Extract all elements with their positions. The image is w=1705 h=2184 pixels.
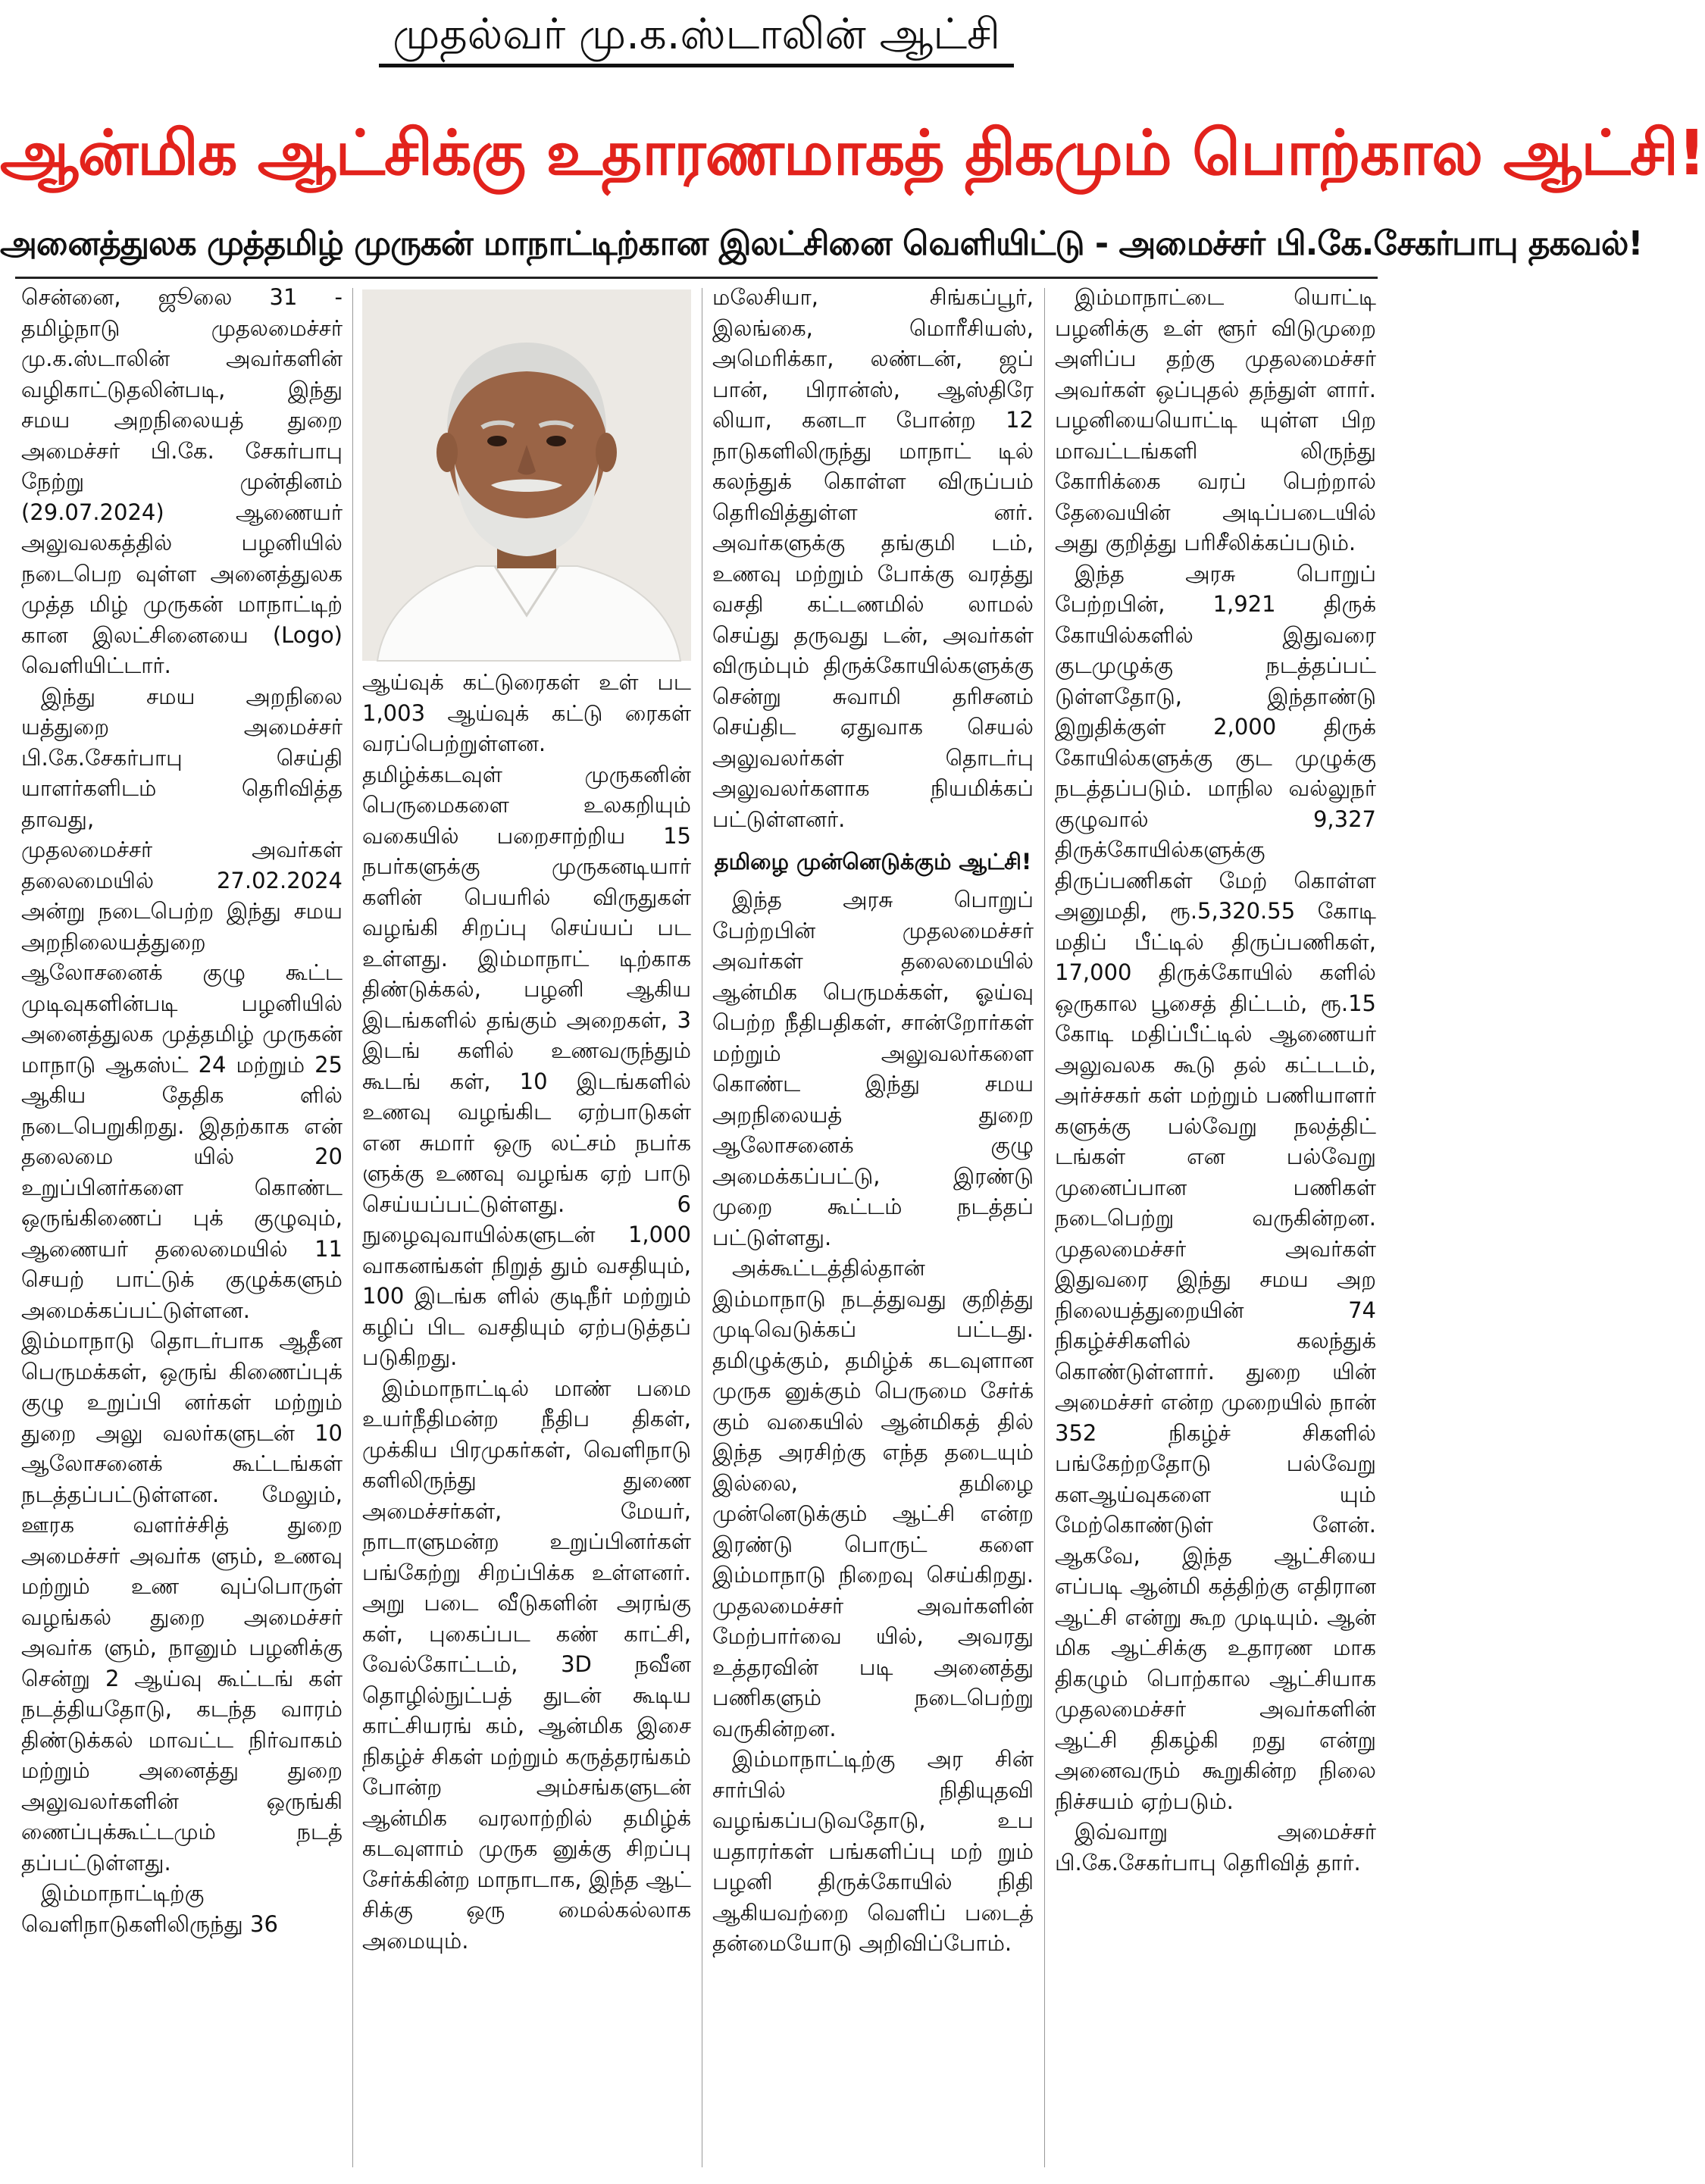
minister-photo (362, 289, 691, 661)
paragraph: ஆய்வுக் கட்டுரைகள் உள் பட 1,003 ஆய்வுக் கட்டு ரைகள் வரப்பெற்றுள்ளன. தமிழ்க்கடவுள் முருகனின் பெருமைகளை உலகறியும் வகையில் பறைசாற்றிய 15 நபர்களுக்கு முருகனடியார் களின் பெயரில் விருதுகள் வழங்கி சிறப்பு செய்யப் பட உள்ளது. இம்மாநாட் டிற்காக திண்டுக்கல், பழனி ஆகிய இடங்களில் தங்கும் அறைகள், 3 இடங் களில் உணவருந்தும் கூடங் கள், 10 இடங்களில் உணவு வழங்கிட ஏற்பாடுகள் என சுமார் ஒரு லட்சம் நபர்க ளுக்கு உணவு வழங்க ஏற் பாடு செய்யப்பட்டுள்ளது. 6 நுழைவுவாயில்களுடன் 1,000 வாகனங்கள் நிறுத் தும் வசதியும், 100 இடங்க ளில் குடிநீர் மற்றும் கழிப் பிட வசதியும் ஏற்படுத்தப் படுகிறது. (362, 669, 691, 1370)
paragraph: இந்து சமய அறநிலை யத்துறை அமைச்சர் பி.கே.சேகர்பாபு செய்தி யாளர்களிடம் தெரிவித்த தாவது, (21, 683, 343, 832)
kicker-band (0, 0, 1393, 83)
paragraph: சென்னை, ஜூலை 31 - தமிழ்நாடு முதலமைச்சர் மு.க.ஸ்டாலின் அவர்களின் வழிகாட்டுதலின்படி, இந்து சமய அறநிலையத் துறை அமைச்சர் பி.கே. சேகர்பாபு நேற்று முன்தினம் (29.07.2024) ஆணையர் அலுவலகத்தில் பழனியில் நடைபெற வுள்ள அனைத்துலக முத்த மிழ் முருகன் மாநாட்டிற் கான இலட்சினையை (Logo) வெளியிட்டார். (21, 284, 343, 678)
article-column-3 (712, 282, 1034, 2176)
paragraph: முதலமைச்சர் அவர்கள் தலைமையில் 27.02.2024 அன்று நடைபெற்ற இந்து சமய அறநிலையத்துறை ஆலோசனைக் குழு கூட்ட முடிவுகளின்படி பழனியில் அனைத்துலக முத்தமிழ் முருகன் மாநாடு ஆகஸ்ட் 24 மற்றும் 25 ஆகிய தேதிக ளில் நடைபெறுகிறது. இதற்காக என் தலைமை யில் 20 உறுப்பினர்களை கொண்ட ஒருங்கிணைப் புக் குழுவும், ஆணையர் தலைமையில் 11 செயற் பாட்டுக் குழுக்களும் அமைக்கப்பட்டுள்ளன. இம்மாநாடு தொடர்பாக ஆதீன பெருமக்கள், ஒருங் கிணைப்புக் குழு உறுப்பி னர்கள் மற்றும் துறை அலு வலர்களுடன் 10 ஆலோசனைக் கூட்டங்கள் நடத்தப்பட்டுள்ளன. மேலும், ஊரக வளர்ச்சித் துறை அமைச்சர் அவர்க ளும், உணவு மற்றும் உண வுப்பொருள் வழங்கல் துறை அமைச்சர் அவர்க ளும், நானும் பழனிக்கு சென்று 2 ஆய்வு கூட்டங் கள் நடத்தியதோடு, கடந்த வாரம் திண்டுக்கல் மாவட்ட நிர்வாகம் மற்றும் அனைத்து துறை அலுவலர்களின் ஒருங்கி ணைப்புக்கூட்டமும் நடத் தப்பட்டுள்ளது. (21, 837, 343, 1876)
paragraph: இந்த அரசு பொறுப் பேற்றபின் முதலமைச்சர் அவர்கள் தலைமையில் ஆன்மிக பெருமக்கள், ஓய்வு பெற்ற நீதிபதிகள், சான்றோர்கள் மற்றும் அலுவலர்களை கொண்ட இந்து சமய அறநிலையத் துறை ஆலோசனைக் குழு அமைக்கப்பட்டு, இரண்டு முறை கூட்டம் நடத்தப் பட்டுள்ளது. (712, 887, 1034, 1250)
kicker-title: முதல்வர் மு.க.ஸ்டாலின் ஆட்சி (379, 6, 1014, 67)
article-column-2 (362, 667, 691, 2176)
article-column-4 (1055, 282, 1376, 2176)
paragraph: அக்கூட்டத்தில்தான் இம்மாநாடு நடத்துவது குறித்து முடிவெடுக்கப் பட்டது. தமிழுக்கும், தமிழ்க் கடவுளான முருக னுக்கும் பெருமை சேர்க் கும் வகையில் ஆன்மிகத் தில் இந்த அரசிற்கு எந்த தடையும் இல்லை, தமிழை முன்னெடுக்கும் ஆட்சி என்ற இரண்டு பொருட் களை இம்மாநாடு நிறைவு செய்கிறது. முதலமைச்சர் அவர்களின் மேற்பார்வை யில், அவரது உத்தரவின் படி அனைத்து பணிகளும் நடைபெற்று வருகின்றன. (712, 1255, 1034, 1741)
header-rule (15, 277, 1378, 279)
paragraph: மலேசியா, சிங்கப்பூர், இலங்கை, மொரீசியஸ், அமெரிக்கா, லண்டன், ஜப் பான், பிரான்ஸ், ஆஸ்திரே லியா, கனடா போன்ற 12 நாடுகளிலிருந்து மாநாட் டில் கலந்துக் கொள்ள விருப்பம் தெரிவித்துள்ள னர். அவர்களுக்கு தங்குமி டம், உணவு மற்றும் போக்கு வரத்து வசதி கட்டணமில் லாமல் செய்து தருவது டன், அவர்கள் விரும்பும் திருக்கோயில்களுக்கு சென்று சுவாமி தரிசனம் செய்திட ஏதுவாக செயல் அலுவலர்கள் தொடர்பு அலுவலர்களாக நியமிக்கப் பட்டுள்ளனர். (712, 284, 1034, 832)
section-subheading: தமிழை முன்னெடுக்கும் ஆட்சி! (714, 849, 1032, 875)
headline: ஆன்மிக ஆட்சிக்கு உதாரணமாகத் திகமும் பொற்கால ஆட்சி! (0, 117, 1705, 189)
paragraph: இம்மாநாட்டிற்கு அர சின் சார்பில் நிதியுதவி வழங்கப்படுவதோடு, உப யதாரர்கள் பங்களிப்பு மற் றும் பழனி திருக்கோயில் நிதி ஆகியவற்றை வெளிப் படைத் தன்மையோடு அறிவிப்போம். (712, 1746, 1034, 1956)
portrait-of-minister-icon (362, 289, 691, 661)
paragraph: இவ்வாறு அமைச்சர் பி.கே.சேகர்பாபு தெரிவித் தார். (1055, 1819, 1376, 1876)
paragraph: இம்மாநாட்டில் மாண் பமை உயர்நீதிமன்ற நீதிப திகள், முக்கிய பிரமுகர்கள், வெளிநாடு களிலிருந்து துணை அமைச்சர்கள், மேயர், நாடாளுமன்ற உறுப்பினர்கள் பங்கேற்று சிறப்பிக்க உள்ளனர். அறு படை வீடுகளின் அரங்கு கள், புகைப்பட கண் காட்சி, வேல்கோட்டம், 3D நவீன தொழில்நுட்பத் துடன் கூடிய காட்சியரங் கம், ஆன்மிக இசை நிகழ்ச் சிகள் மற்றும் கருத்தரங்கம் போன்ற அம்சங்களுடன் ஆன்மிக வரலாற்றில் தமிழ்க் கடவுளாம் முருக னுக்கு சிறப்பு சேர்க்கின்ற மாநாடாக, இந்த ஆட் சிக்கு ஒரு மைல்கல்லாக அமையும். (362, 1375, 691, 1954)
subheadline: அனைத்துலக முத்தமிழ் முருகன் மாநாட்டிற்கான இலட்சினை வெளியிட்டு - அமைச்சர் பி.கே.சேகர்பாபு தகவல்! (0, 224, 1643, 263)
paragraph: இம்மாநாட்டை யொட்டி பழனிக்கு உள் ளூர் விடுமுறை அளிப்ப தற்கு முதலமைச்சர் அவர்கள் ஒப்புதல் தந்துள் ளார். பழனியையொட்டி யுள்ள பிற மாவட்டங்களி லிருந்து கோரிக்கை வரப் பெற்றால் தேவையின் அடிப்படையில் அது குறித்து பரிசீலிக்கப்படும். (1055, 284, 1376, 555)
article-column-1 (21, 282, 343, 2176)
paragraph: இம்மாநாட்டிற்கு வெளிநாடுகளிலிருந்து 36 (21, 1880, 278, 1937)
column-divider (352, 288, 353, 2167)
column-divider (1044, 288, 1045, 2167)
paragraph: இந்த அரசு பொறுப் பேற்றபின், 1,921 திருக் கோயில்களில் இதுவரை குடமுழுக்கு நடத்தப்பட் டுள்ளதோடு, இந்தாண்டு இறுதிக்குள் 2,000 திருக் கோயில்களுக்கு குட முழுக்கு நடத்தப்படும். மாநில வல்லுநர் குழுவால் 9,327 திருக்கோயில்களுக்கு திருப்பணிகள் மேற் கொள்ள அனுமதி, ரூ.5,320.55 கோடி மதிப் பீட்டில் திருப்பணிகள், 17,000 திருக்கோயில் களில் ஒருகால பூசைத் திட்டம், ரூ.15 கோடி மதிப்பீட்டில் ஆணையர் அலுவலக கூடு தல் கட்டடம், அர்ச்சகர் கள் மற்றும் பணியாளர் களுக்கு பல்வேறு நலத்திட் டங்கள் என பல்வேறு முனைப்பான பணிகள் நடைபெற்று வருகின்றன. முதலமைச்சர் அவர்கள் இதுவரை இந்து சமய அற நிலையத்துறையின் 74 நிகழ்ச்சிகளில் கலந்துக் கொண்டுள்ளார். துறை யின் அமைச்சர் என்ற முறையில் நான் 352 நிகழ்ச் சிகளில் பங்கேற்றதோடு பல்வேறு களஆய்வுகளை யும் மேற்கொண்டுள் ளேன். ஆகவே, இந்த ஆட்சியை எப்படி ஆன்மி கத்திற்கு எதிரான ஆட்சி என்று கூற முடியும். ஆன் மிக ஆட்சிக்கு உதாரண மாக திகழும் பொற்கால ஆட்சியாக முதலமைச்சர் அவர்களின் ஆட்சி திகழ்கி றது என்று அனைவரும் கூறுகின்ற நிலை நிச்சயம் ஏற்படும். (1055, 560, 1376, 1814)
